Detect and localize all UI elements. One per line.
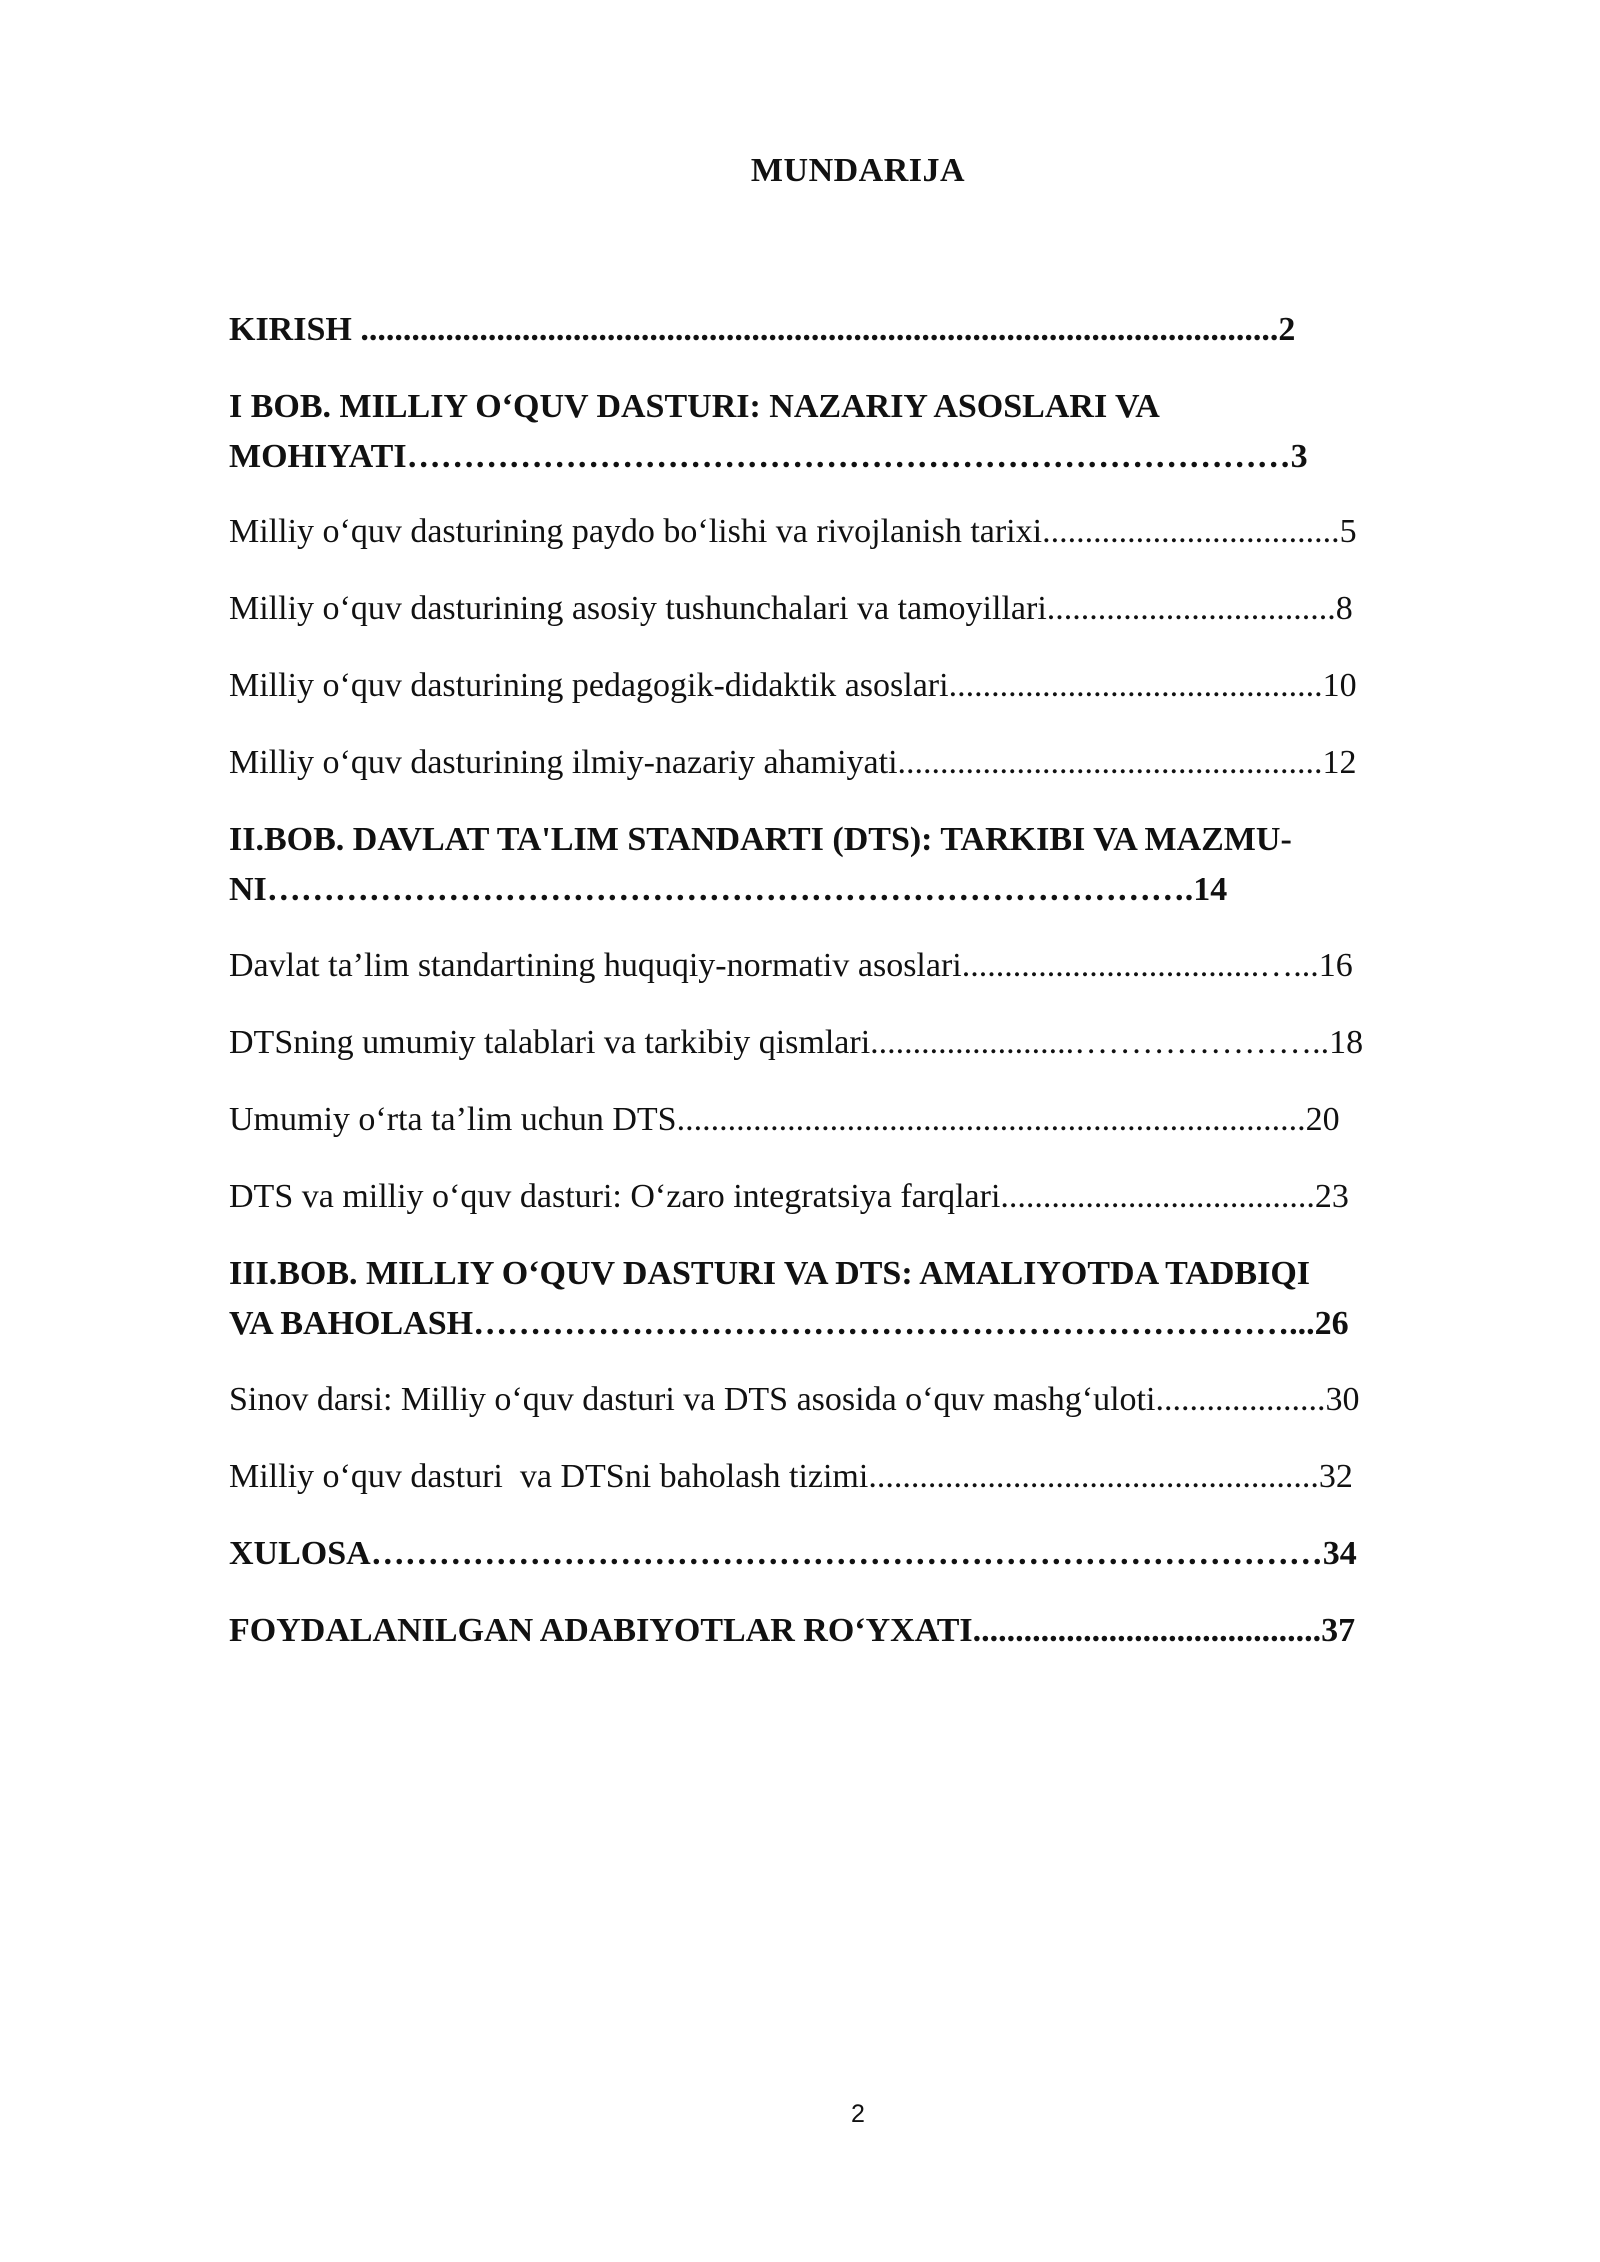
toc-entry-text: Milliy o‘quv dasturining pedagogik-didaktik asoslari [229,667,949,704]
toc-entry-text: MOHIYATI [229,438,407,475]
toc-entry-text: Sinov darsi: Milliy o‘quv dasturi va DTS asosida o‘quv mashg‘uloti [229,1381,1156,1418]
toc-page-number: 18 [1329,1024,1364,1061]
toc-entry-text: I BOB. MILLIY O‘QUV DASTURI: NAZARIY ASOSLARI VA [229,388,1160,425]
toc-leader-dots: ........................………………….. [870,1024,1330,1061]
toc-entry-text: II.BOB. DAVLAT TA'LIM STANDARTI (DTS): TARKIBI VA MAZMU- [229,821,1292,858]
toc-entry-section-2-4 [229,1172,1489,1222]
toc-entry-text: Milliy o‘quv dasturining asosiy tushunchalari va tamoyillari [229,590,1047,627]
toc-entry-chapter-2-line-1 [229,815,1489,865]
toc-entry-text: Milliy o‘quv dasturining ilmiy-nazariy ahamiyati [229,744,898,781]
toc-entry-chapter-3-line-1 [229,1249,1489,1299]
toc-entry-chapter-3-line-2 [229,1299,1519,1349]
toc-entry-section-2-3 [229,1095,1489,1145]
toc-page-number: .26 [1306,1305,1349,1342]
toc-entry-text: KIRISH [229,311,361,348]
toc-entry-section-1-1 [229,507,1489,557]
toc-page-number: 30 [1325,1381,1360,1418]
toc-entry-adabiyotlar [229,1606,1489,1656]
toc-page-number: 20 [1305,1101,1340,1138]
toc-leader-dots: ..................................... [1000,1178,1315,1215]
toc-page-number: 10 [1322,667,1357,704]
toc-page-number: 2 [1278,311,1296,348]
page-number: 2 [851,2100,865,2128]
toc-leader-dots: ……………………………………………………………………… [266,871,1185,908]
toc-leader-dots: ................................... [1042,513,1340,550]
toc-leader-dots: …………………………………………………………………… [406,438,1291,475]
toc-leader-dots: ……………………………………………………………….. [473,1305,1307,1342]
toc-leader-dots: ...................................…... [961,947,1319,984]
toc-leader-dots: ............................................ [948,667,1323,704]
toc-entry-text: VA BAHOLASH [229,1305,474,1342]
toc-leader-dots: .................... [1155,1381,1326,1418]
toc-leader-dots: .......................................................................... [676,1101,1306,1138]
toc-entry-chapter-1-line-2 [229,432,1489,482]
toc-page-number: 34 [1322,1535,1357,1572]
toc-leader-dots: ..................................................... [868,1458,1319,1495]
toc-entry-chapter-2-line-2 [229,865,1489,915]
toc-page-number: 16 [1318,947,1353,984]
toc-entry-section-2-2 [229,1018,1489,1068]
toc-leader-dots: ............................................................................................................ [360,311,1279,348]
toc-entry-text: XULOSA [229,1535,371,1572]
toc-entry-section-3-2 [229,1452,1489,1502]
toc-page-number: 23 [1314,1178,1349,1215]
toc-entry-text: DTSning umumiy talablari va tarkibiy qismlari [229,1024,871,1061]
toc-entry-text: Milliy o‘quv dasturi va DTSni baholash tizimi [229,1458,869,1495]
toc-entry-section-1-4 [229,738,1489,788]
toc-entry-kirish [229,305,1489,355]
toc-entry-xulosa [229,1529,1489,1579]
toc-entry-text: FOYDALANILGAN ADABIYOTLAR RO‘YXATI [229,1612,973,1649]
toc-leader-dots: .................................. [1046,590,1336,627]
toc-entry-text: Davlat ta’lim standartining huquqiy-normativ asoslari [229,947,962,984]
toc-entry-section-1-3 [229,661,1489,711]
toc-entry-section-1-2 [229,584,1489,634]
toc-page-number: 8 [1335,590,1353,627]
toc-leader-dots: ......................................... [972,1612,1322,1649]
toc-entry-text: DTS va milliy o‘quv dasturi: O‘zaro integratsiya farqlari [229,1178,1001,1215]
toc-page-number: 37 [1321,1612,1356,1649]
toc-entry-text: Milliy o‘quv dasturining paydo bo‘lishi va rivojlanish tarixi [229,513,1043,550]
toc-entry-chapter-1-line-1 [229,382,1489,432]
toc-entry-text: Umumiy o‘rta ta’lim uchun DTS [229,1101,677,1138]
toc-entry-section-3-1 [229,1375,1489,1425]
toc-leader-dots: ………………………………………………………………………… [370,1535,1323,1572]
toc-page-number: .14 [1184,871,1228,908]
toc-page-number: 3 [1290,438,1308,475]
toc-entry-text: NI [229,871,267,908]
toc-page-number: 12 [1322,744,1357,781]
toc-entry-section-2-1 [229,941,1489,991]
page-title: MUNDARIJA [750,152,966,189]
toc-page-number: 32 [1318,1458,1353,1495]
toc-leader-dots: .................................................. [897,744,1323,781]
toc-page-number: 5 [1339,513,1357,550]
toc-entry-text: III.BOB. MILLIY O‘QUV DASTURI VA DTS: AMALIYOTDA TADBIQI [229,1255,1311,1292]
